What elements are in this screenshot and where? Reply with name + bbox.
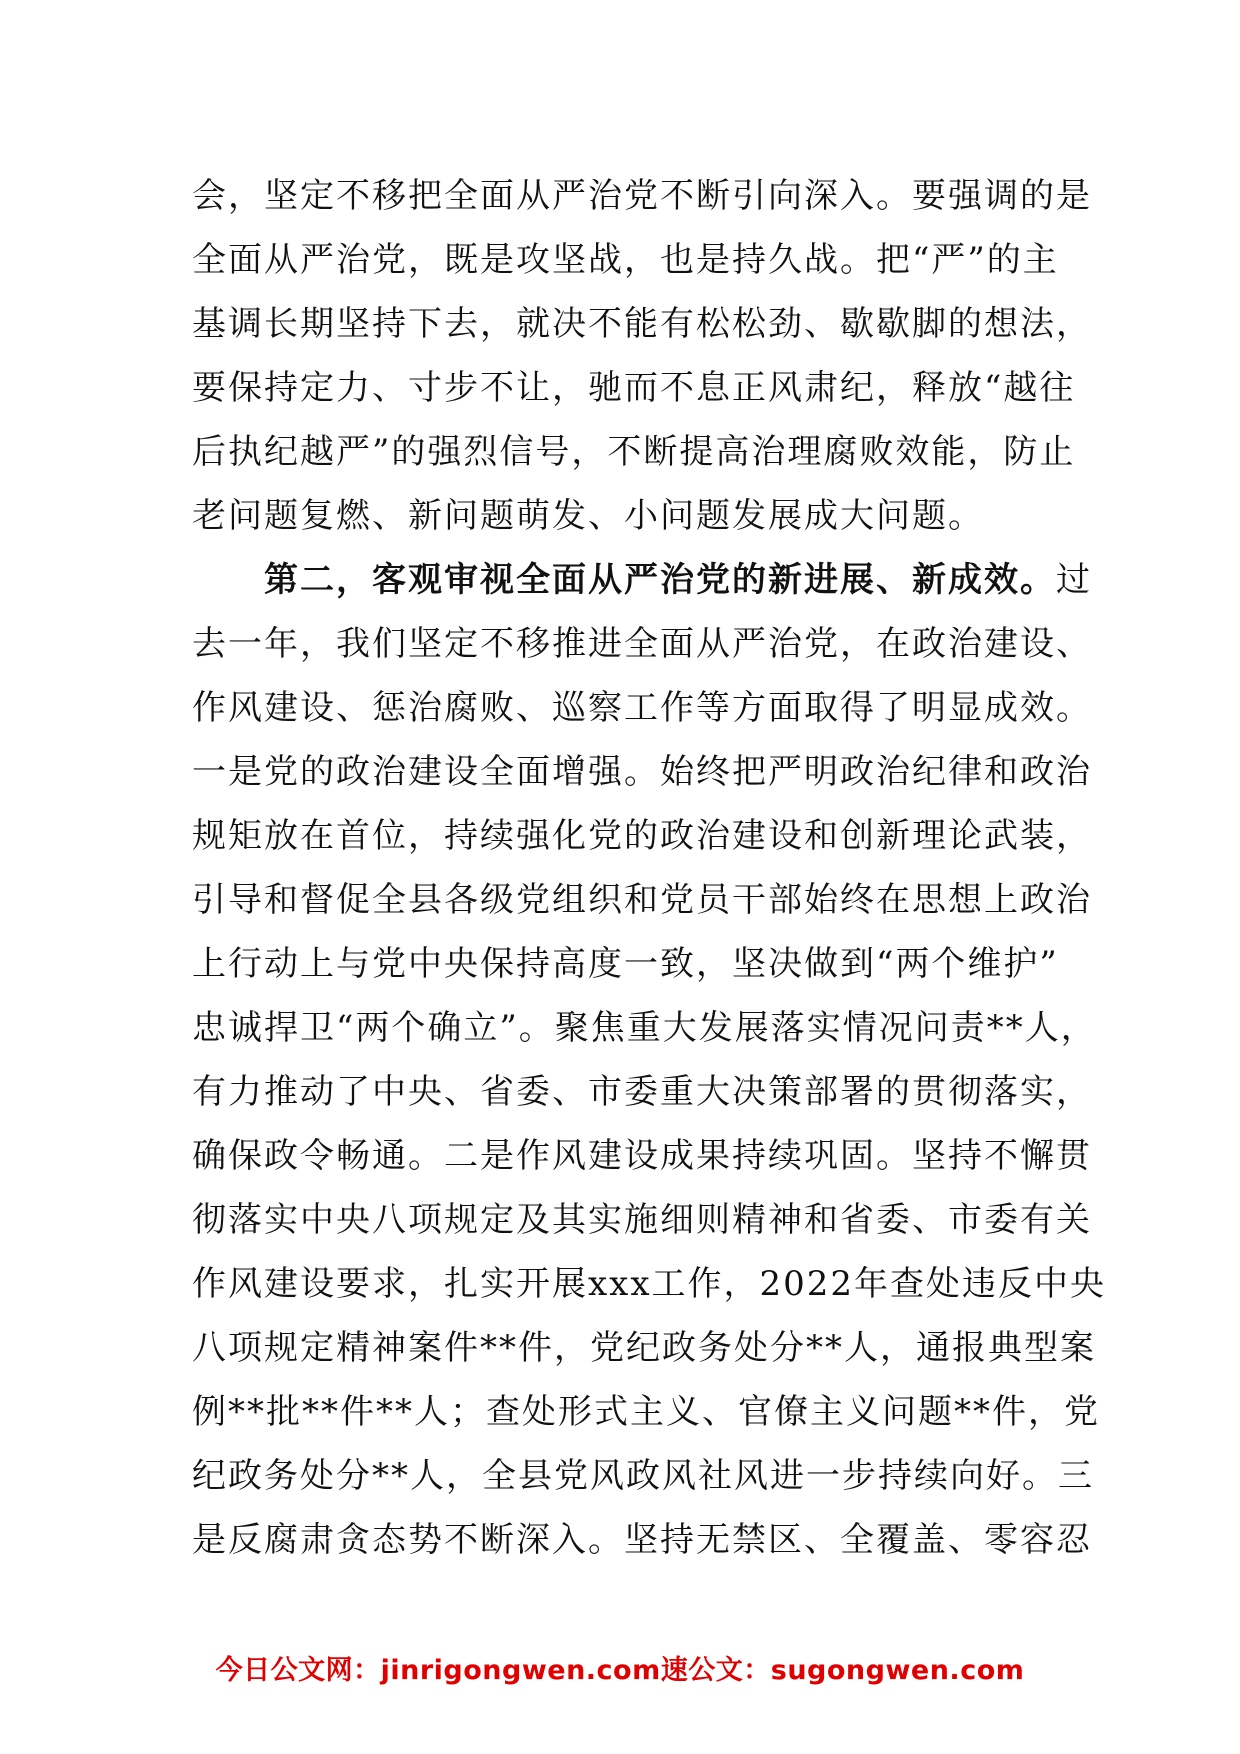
- text-line: [192, 1124, 1092, 1188]
- line-text: 过: [1056, 560, 1092, 600]
- line-text: 一是党的政治建设全面增强。始终把严明政治纪律和政治: [192, 752, 1092, 792]
- line-text: 作风建设要求，扎实开展xxx工作，2022年查处违反中央: [192, 1264, 1107, 1304]
- text-line: [192, 1380, 1100, 1444]
- line-text: 全面从严治党，既是攻坚战，也是持久战。把“严”的主: [192, 240, 1059, 280]
- text-line: [192, 676, 1092, 740]
- text-line: [192, 740, 1092, 804]
- text-line: [192, 996, 1097, 1060]
- text-line: [192, 228, 1059, 292]
- line-text: 例**批**件**人；查处形式主义、官僚主义问题**件，党: [192, 1392, 1100, 1432]
- line-text: 是反腐肃贪态势不断深入。坚持无禁区、全覆盖、零容忍: [192, 1520, 1092, 1560]
- text-line: [192, 420, 1076, 484]
- text-line: [192, 1444, 1094, 1508]
- body-text: [192, 164, 1107, 1572]
- text-line: [192, 1060, 1092, 1124]
- text-line: [192, 356, 1076, 420]
- footer-watermark: 今日公文网：jinrigongwen.com速公文：sugongwen.com: [215, 1655, 1025, 1686]
- text-line: [192, 1188, 1092, 1252]
- line-text: 去一年，我们坚定不移推进全面从严治党，在政治建设、: [192, 624, 1092, 664]
- line-text: 会，坚定不移把全面从严治党不断引向深入。要强调的是: [192, 176, 1092, 216]
- text-line: [192, 612, 1092, 676]
- line-text: 后执纪越严”的强烈信号，不断提高治理腐败效能，防止: [192, 432, 1076, 472]
- line-text: 要保持定力、寸步不让，驰而不息正风肃纪，释放“越往: [192, 368, 1076, 408]
- line-text: 有力推动了中央、省委、市委重大决策部署的贯彻落实，: [192, 1072, 1092, 1112]
- text-line: [192, 292, 1092, 356]
- text-line: [192, 1316, 1096, 1380]
- text-line: [192, 804, 1092, 868]
- text-line: [192, 932, 1059, 996]
- line-text: 忠诚捍卫“两个确立”。聚焦重大发展落实情况问责**人，: [192, 1008, 1097, 1048]
- line-text: 上行动上与党中央保持高度一致，坚决做到“两个维护”: [192, 944, 1059, 984]
- line-text: 基调长期坚持下去，就决不能有松松劲、歇歇脚的想法，: [192, 304, 1092, 344]
- text-line: [192, 484, 1052, 548]
- text-line: [192, 1252, 1107, 1316]
- line-text: 老问题复燃、新问题萌发、小问题发展成大问题。: [192, 496, 984, 536]
- line-text: 规矩放在首位，持续强化党的政治建设和创新理论武装，: [192, 816, 1092, 856]
- line-text: 八项规定精神案件**件，党纪政务处分**人，通报典型案: [192, 1328, 1096, 1368]
- text-line: [192, 1508, 1092, 1572]
- section-heading: 第二，客观审视全面从严治党的新进展、新成效。: [192, 560, 1056, 600]
- line-text: 确保政令畅通。二是作风建设成果持续巩固。坚持不懈贯: [192, 1136, 1092, 1176]
- line-text: 作风建设、惩治腐败、巡察工作等方面取得了明显成效。: [192, 688, 1092, 728]
- text-line: [192, 548, 1092, 612]
- line-text: 引导和督促全县各级党组织和党员干部始终在思想上政治: [192, 880, 1092, 920]
- line-text: 彻落实中央八项规定及其实施细则精神和省委、市委有关: [192, 1200, 1092, 1240]
- text-line: [192, 164, 1092, 228]
- text-line: [192, 868, 1092, 932]
- line-text: 纪政务处分**人，全县党风政风社风进一步持续向好。三: [192, 1456, 1094, 1496]
